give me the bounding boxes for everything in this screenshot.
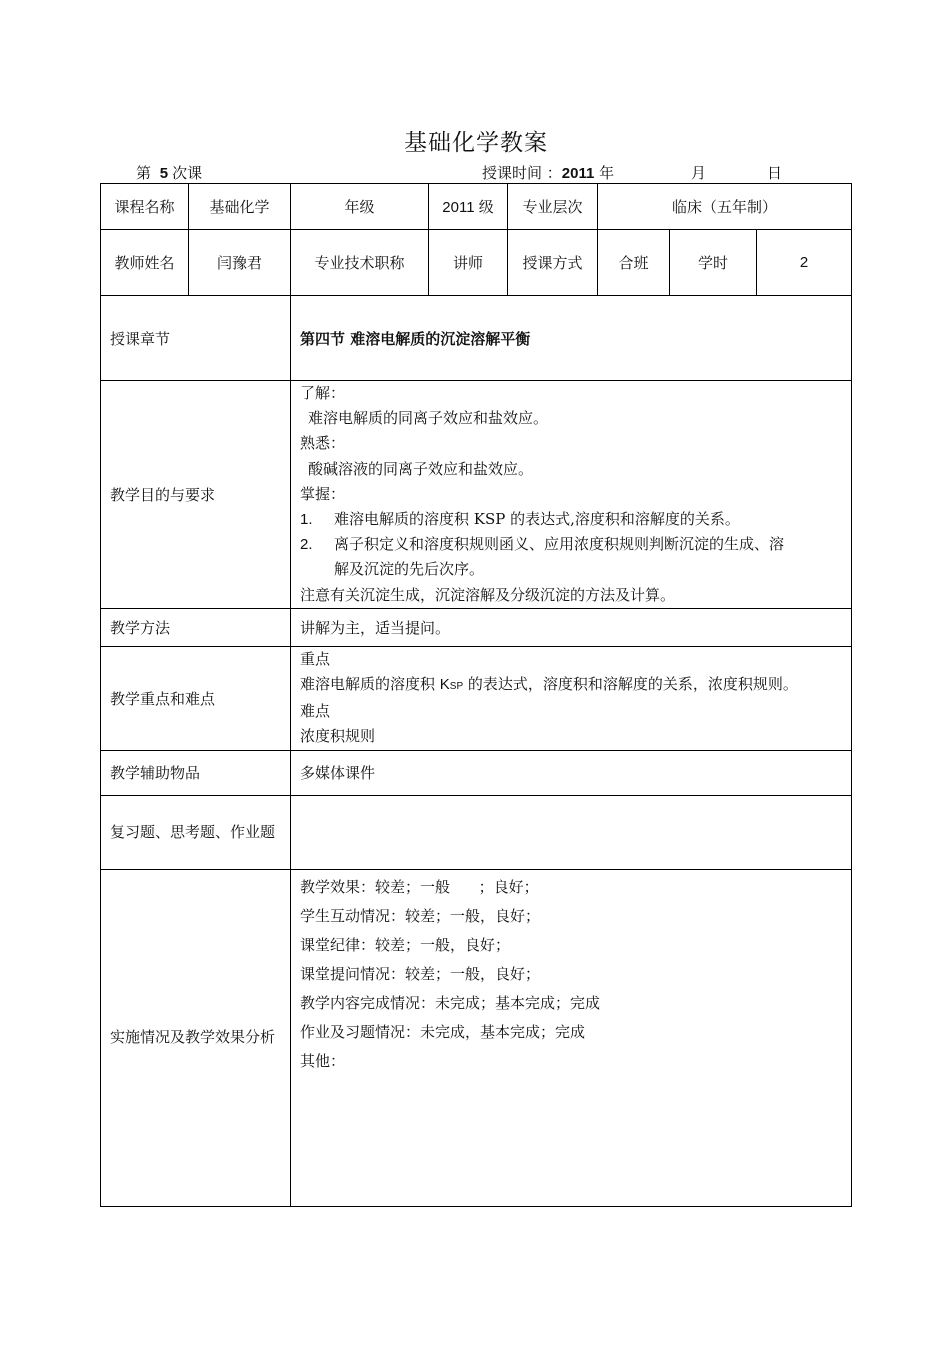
rank-value: 讲师 [429, 230, 508, 296]
grade-value: 2011 级 [429, 184, 508, 230]
teacher-value: 闫豫君 [189, 230, 291, 296]
evaluation-label: 实施情况及教学效果分析 [101, 869, 291, 1206]
date-label: 授课时间 ： [482, 164, 562, 182]
difficult-body: 浓度积规则 [300, 727, 376, 746]
date-day-unit: 日 [767, 164, 783, 182]
objectives-note: 注意有关沉淀生成，沉淀溶解及分级沉淀的方法及计算。 [300, 585, 676, 604]
date-year-unit: 年 [599, 164, 615, 182]
key-points-content [291, 646, 852, 750]
objectives-content [291, 381, 852, 609]
level-value: 临床（五年制） [598, 184, 852, 230]
method-value: 讲解为主，适当提问。 [291, 608, 852, 646]
chapter-label: 授课章节 [101, 296, 291, 381]
objectives-label: 教学目的与要求 [101, 381, 291, 609]
mode-label: 授课方式 [508, 230, 598, 296]
chapter-row [101, 296, 852, 381]
ksp-subscript: SP [449, 681, 464, 693]
lesson-date [482, 162, 614, 183]
lesson-count: 5 [159, 165, 169, 182]
course-value: 基础化学 [189, 184, 291, 230]
familiar-body: 酸碱溶液的同离子效应和盐效应。 [308, 459, 534, 478]
understand-body: 难溶电解质的同离子效应和盐效应。 [308, 409, 549, 428]
master-heading: 掌握： [300, 484, 346, 503]
aids-label: 教学辅助物品 [101, 750, 291, 795]
objectives-row [101, 381, 852, 609]
master-item-2-number: 2. [300, 536, 313, 554]
key-points-label: 教学重点和难点 [101, 646, 291, 750]
evaluation-line: 教学内容完成情况：未完成；基本完成；完成 [300, 993, 601, 1012]
hours-label: 学时 [670, 230, 757, 296]
evaluation-line: 教学效果：较差；一般 ；良好； [300, 877, 539, 896]
evaluation-line: 其他： [300, 1051, 346, 1070]
lesson-suffix: 次课 [172, 164, 203, 182]
document-title: 基础化学教案 [404, 130, 548, 156]
understand-heading: 了解： [300, 384, 346, 402]
review-row [101, 795, 852, 869]
evaluation-line: 学生互动情况：较差；一般，良好； [300, 906, 541, 925]
date-month-unit: 月 [691, 164, 707, 182]
method-label: 教学方法 [101, 608, 291, 646]
master-item-2 [300, 532, 842, 557]
method-row [101, 608, 852, 646]
ksp-symbol: K [439, 676, 450, 694]
level-label: 专业层次 [508, 184, 598, 230]
review-label: 复习题、思考题、作业题 [101, 795, 291, 869]
course-row [101, 184, 852, 230]
aids-value: 多媒体课件 [291, 750, 852, 795]
familiar-heading: 熟悉： [300, 434, 346, 453]
key-body [300, 672, 842, 699]
evaluation-row [101, 869, 852, 1206]
course-label: 课程名称 [101, 184, 189, 230]
master-item-2-continuation: 解及沉淀的先后次序。 [334, 560, 485, 579]
master-item-1 [300, 507, 842, 532]
evaluation-content [291, 869, 852, 1206]
chapter-value: 第四节 难溶电解质的沉淀溶解平衡 [291, 296, 852, 381]
evaluation-line: 课堂纪律：较差；一般，良好； [300, 935, 511, 954]
evaluation-line: 作业及习题情况：未完成，基本完成；完成 [300, 1022, 586, 1041]
master-item-1-text: 难溶电解质的溶度积 KSP 的表达式,溶度积和溶解度的关系。 [334, 510, 740, 529]
rank-label: 专业技术职称 [291, 230, 429, 296]
master-item-1-number: 1. [300, 511, 313, 529]
key-body-pre: 难溶电解质的溶度积 [300, 675, 440, 694]
key-points-row [101, 646, 852, 750]
mode-value: 合班 [598, 230, 670, 296]
lesson-number [136, 162, 202, 183]
date-year: 2011 [561, 165, 595, 182]
key-body-post: 的表达式，溶度积和溶解度的关系，浓度积规则。 [463, 675, 798, 694]
lesson-prefix: 第 [136, 164, 152, 182]
key-heading: 重点 [300, 649, 331, 668]
difficult-heading: 难点 [300, 702, 331, 721]
hours-value: 2 [757, 230, 852, 296]
teacher-row [101, 230, 852, 296]
master-item-2-text: 离子积定义和溶度积规则函义、应用浓度积规则判断沉淀的生成、溶 [334, 535, 785, 554]
grade-label: 年级 [291, 184, 429, 230]
aids-row [101, 750, 852, 795]
evaluation-line: 课堂提问情况：较差；一般，良好； [300, 964, 541, 983]
teacher-label: 教师姓名 [101, 230, 189, 296]
review-value [291, 795, 852, 869]
lesson-plan-table [100, 183, 852, 1207]
